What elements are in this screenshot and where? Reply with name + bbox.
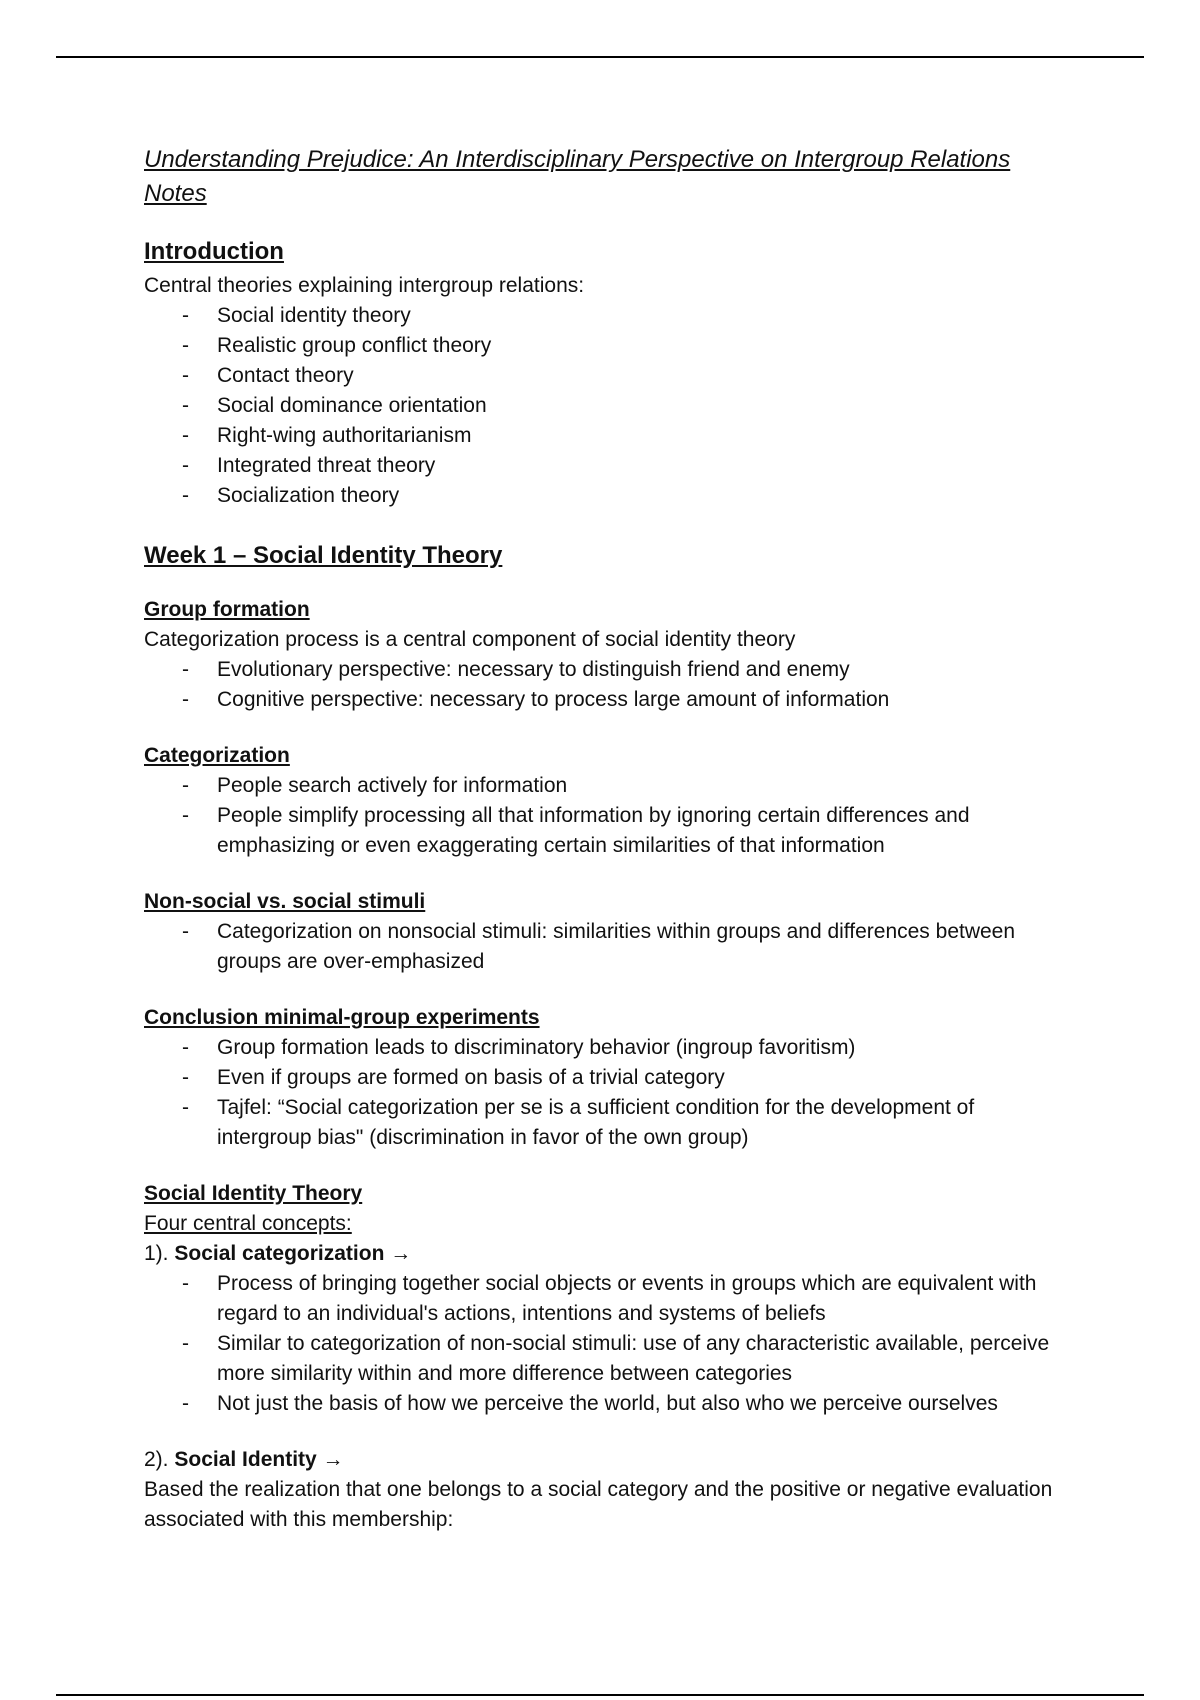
group-formation-lead: Categorization process is a central component of social identity theory bbox=[144, 628, 796, 651]
categorization-list bbox=[144, 771, 1064, 861]
concept-2-number: 2). bbox=[144, 1448, 169, 1471]
categorization-heading: Categorization bbox=[144, 744, 290, 767]
list-item: - Tajfel: “Social categorization per se is a sufficient condition for the development of intergroup bias" (discrimination in favor of the own group) bbox=[144, 1093, 1064, 1153]
introduction-list bbox=[144, 301, 1064, 511]
stimuli-section bbox=[144, 887, 1064, 977]
concept-1-label: Social categorization → bbox=[174, 1242, 412, 1265]
list-item: - Process of bringing together social objects or events in groups which are equivalent with regard to an individual's actions, intentions and systems of beliefs bbox=[144, 1269, 1064, 1329]
minimal-group-section bbox=[144, 1003, 1064, 1153]
list-item: - Categorization on nonsocial stimuli: similarities within groups and differences between groups are over-emphasized bbox=[144, 917, 1064, 977]
categorization-section bbox=[144, 741, 1064, 861]
list-item: - Evolutionary perspective: necessary to distinguish friend and enemy bbox=[144, 655, 1064, 685]
sit-section bbox=[144, 1179, 1064, 1419]
introduction-heading: Introduction bbox=[144, 238, 284, 265]
list-item: - Even if groups are formed on basis of a trivial category bbox=[144, 1063, 1064, 1093]
week1-heading: Week 1 – Social Identity Theory bbox=[144, 542, 503, 569]
list-item: - Social dominance orientation bbox=[144, 391, 1064, 421]
introduction-lead: Central theories explaining intergroup relations: bbox=[144, 274, 585, 297]
list-item: - Group formation leads to discriminatory behavior (ingroup favoritism) bbox=[144, 1033, 1064, 1063]
concept-1-list bbox=[144, 1269, 1064, 1419]
list-item: - Contact theory bbox=[144, 361, 1064, 391]
list-item: - Socialization theory bbox=[144, 481, 1064, 511]
concept-2 bbox=[144, 1445, 1064, 1475]
bottom-rule bbox=[56, 1694, 1144, 1696]
list-item: - Social identity theory bbox=[144, 301, 1064, 331]
list-item: - Cognitive perspective: necessary to process large amount of information bbox=[144, 685, 1064, 715]
list-item: - People simplify processing all that information by ignoring certain differences and emphasizing or even exaggerating certain similarities of that information bbox=[144, 801, 1064, 861]
concept-1-number: 1). bbox=[144, 1242, 169, 1265]
concept-2-section bbox=[144, 1445, 1064, 1535]
concept-2-text: Based the realization that one belongs to a social category and the positive or negative evaluation associated with this membership: bbox=[144, 1478, 1053, 1531]
sit-lead: Four central concepts: bbox=[144, 1212, 352, 1235]
concept-1 bbox=[144, 1239, 1064, 1269]
concept-2-label: Social Identity → bbox=[174, 1448, 344, 1471]
top-rule bbox=[56, 56, 1144, 58]
stimuli-list bbox=[144, 917, 1064, 977]
minimal-group-heading: Conclusion minimal-group experiments bbox=[144, 1006, 540, 1029]
document-title: Understanding Prejudice: An Interdisciplinary Perspective on Intergroup Relations Notes bbox=[144, 146, 1011, 207]
sit-heading: Social Identity Theory bbox=[144, 1182, 363, 1205]
list-item: - Integrated threat theory bbox=[144, 451, 1064, 481]
document-page bbox=[144, 143, 1064, 1561]
minimal-group-list bbox=[144, 1033, 1064, 1153]
stimuli-heading: Non-social vs. social stimuli bbox=[144, 890, 426, 913]
list-item: - Similar to categorization of non-social stimuli: use of any characteristic available, perceive more similarity within and more difference between categories bbox=[144, 1329, 1064, 1389]
list-item: - People search actively for information bbox=[144, 771, 1064, 801]
group-formation-list bbox=[144, 655, 1064, 715]
list-item: - Not just the basis of how we perceive the world, but also who we perceive ourselves bbox=[144, 1389, 1064, 1419]
list-item: - Realistic group conflict theory bbox=[144, 331, 1064, 361]
group-formation-section bbox=[144, 595, 1064, 715]
list-item: - Right-wing authoritarianism bbox=[144, 421, 1064, 451]
group-formation-heading: Group formation bbox=[144, 598, 310, 621]
